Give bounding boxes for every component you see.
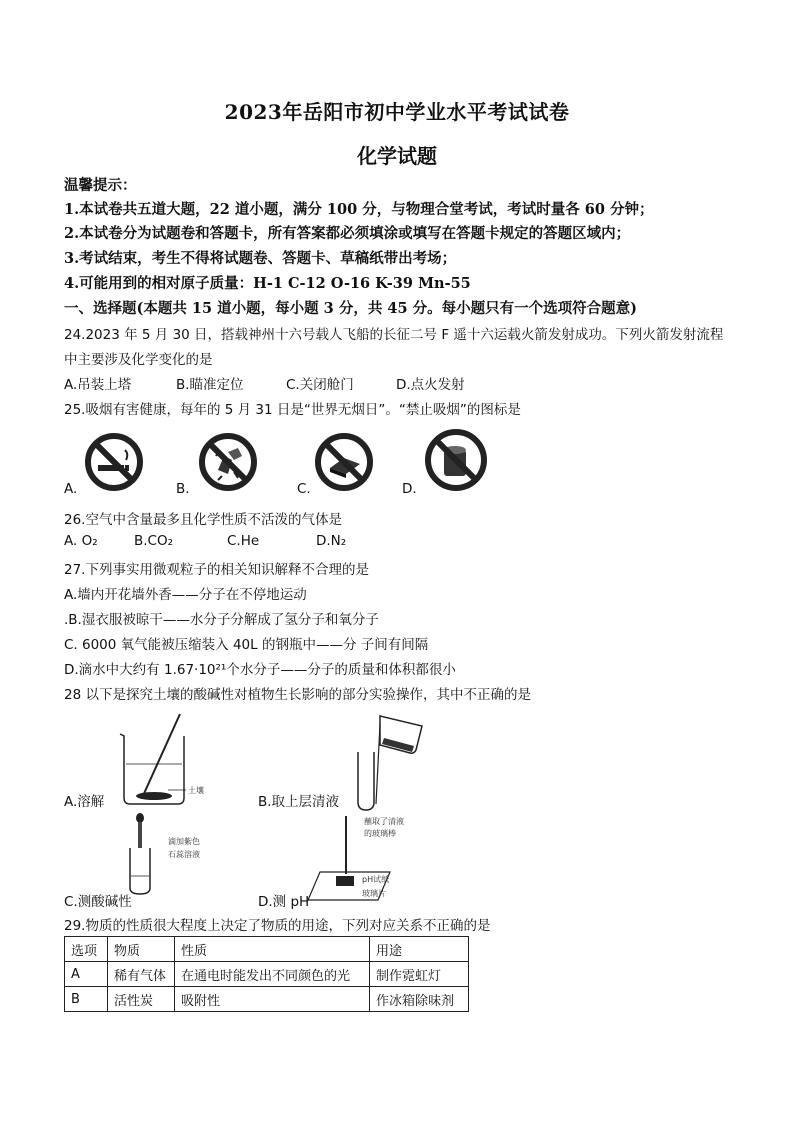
test-tube-dropper-figure: [120, 812, 230, 896]
q25-option-c: C.: [297, 481, 311, 497]
q24-option-c: C.关闭舱门: [286, 377, 354, 393]
no-fireworks-icon: [424, 428, 488, 492]
figure-label-rod2: 的玻璃棒: [364, 829, 396, 838]
q28-option-a: A.溶解: [64, 794, 105, 810]
q24-option-b: B.瞄准定位: [176, 377, 244, 393]
table-cell: A: [65, 962, 108, 987]
table-cell: 制作霓虹灯: [370, 962, 469, 987]
question-26-stem: 26.空气中含量最多且化学性质不活泼的气体是: [64, 512, 342, 528]
table-row: [65, 962, 469, 987]
question-28-stem: 28 以下是探究土壤的酸碱性对植物生长影响的部分实验操作，其中不正确的是: [64, 687, 531, 703]
q27-option-c: C. 6000 氧气能被压缩装入 40L 的钢瓶中——分 子间有间隔: [64, 637, 429, 653]
q24-option-a: A.吊装上塔: [64, 377, 132, 393]
table-cell: B: [65, 987, 108, 1012]
question-24-stem: 24.2023 年 5 月 30 日，搭载神州十六号载人飞船的长征二号 F 遥十六运载火箭发射成功。下列火箭发射流程: [64, 327, 724, 343]
q28-option-d: D.测 pH: [258, 894, 310, 910]
q28-option-b: B.取上层清液: [258, 794, 340, 810]
tip-item: 3.考试结束，考生不得将试题卷、答题卡、草稿纸带出考场；: [64, 250, 457, 267]
question-27-stem: 27.下列事实用微观粒子的相关知识解释不合理的是: [64, 562, 369, 578]
figure-label-glass: 玻璃片: [362, 889, 386, 898]
exam-subtitle: 化学试题: [357, 144, 437, 168]
no-smoking-cigarette-icon: [84, 432, 144, 492]
table-header: 用途: [370, 937, 469, 962]
table-cell: 活性炭: [108, 987, 175, 1012]
q25-option-d: D.: [402, 481, 417, 497]
q27-option-d: D.滴水中大约有 1.67·10²¹个水分子——分子的质量和体积都很小: [64, 662, 456, 678]
table-cell: 在通电时能发出不同颜色的光: [175, 962, 370, 987]
q25-option-a: A.: [64, 481, 78, 497]
q26-option-c: C.He: [227, 533, 260, 549]
figure-label-ph-paper: pH试纸: [362, 875, 390, 884]
table-header: 性质: [175, 937, 370, 962]
figure-label-rod1: 蘸取了清液: [364, 817, 404, 826]
table-header-row: [65, 937, 469, 962]
dissolving-beaker-figure: [112, 708, 222, 808]
table-cell: 稀有气体: [108, 962, 175, 987]
figure-label-drop: 滴加紫色: [168, 837, 200, 846]
table-cell: 作冰箱除味剂: [370, 987, 469, 1012]
exam-title: 2023年岳阳市初中学业水平考试试卷: [224, 100, 570, 124]
question-24-stem-cont: 中主要涉及化学变化的是: [64, 352, 213, 368]
question-25-stem: 25.吸烟有害健康，每年的 5 月 31 日是“世界无烟日”。“禁止吸烟”的图标是: [64, 402, 521, 418]
table-header: 选项: [65, 937, 108, 962]
q27-option-a: A.墙内开花墙外香——分子在不停地运动: [64, 587, 307, 603]
no-open-flame-icon: [314, 432, 374, 492]
q26-option-d: D.N₂: [316, 533, 347, 549]
q26-option-b: B.CO₂: [134, 533, 174, 549]
section-heading: 一、选择题(本题共 15 道小题，每小题 3 分，共 45 分。每小题只有一个选项符合题意): [64, 300, 637, 317]
tip-item: 2.本试卷分为试题卷和答题卡，所有答案都必须填涂或填写在答题卡规定的答题区域内；: [64, 225, 631, 242]
no-littering-icon: [198, 432, 258, 492]
tips-heading: 温馨提示：: [64, 177, 137, 194]
pouring-liquid-figure: [324, 712, 434, 812]
table-header: 物质: [108, 937, 175, 962]
q26-option-a: A. O₂: [64, 533, 98, 549]
ph-test-figure: [300, 812, 430, 902]
figure-label-soil: 土壤: [188, 786, 204, 795]
q27-option-b: .B.湿衣服被晾干——水分子分解成了氢分子和氧分子: [64, 612, 379, 628]
q28-option-c: C.测酸碱性: [64, 894, 132, 910]
table-cell: 吸附性: [175, 987, 370, 1012]
q24-option-d: D.点火发射: [396, 377, 465, 393]
q25-option-b: B.: [176, 481, 190, 497]
figure-label-litmus: 石蕊溶液: [168, 850, 200, 859]
q29-table: [64, 936, 469, 1012]
question-29-stem: 29.物质的性质很大程度上决定了物质的用途，下列对应关系不正确的是: [64, 918, 491, 934]
tip-item: 4.可能用到的相对原子质量：H-1 C-12 O-16 K-39 Mn-55: [64, 275, 471, 292]
table-row: [65, 987, 469, 1012]
tip-item: 1.本试卷共五道大题，22 道小题，满分 100 分，与物理合堂考试，考试时量各 60 分钟；: [64, 201, 654, 218]
